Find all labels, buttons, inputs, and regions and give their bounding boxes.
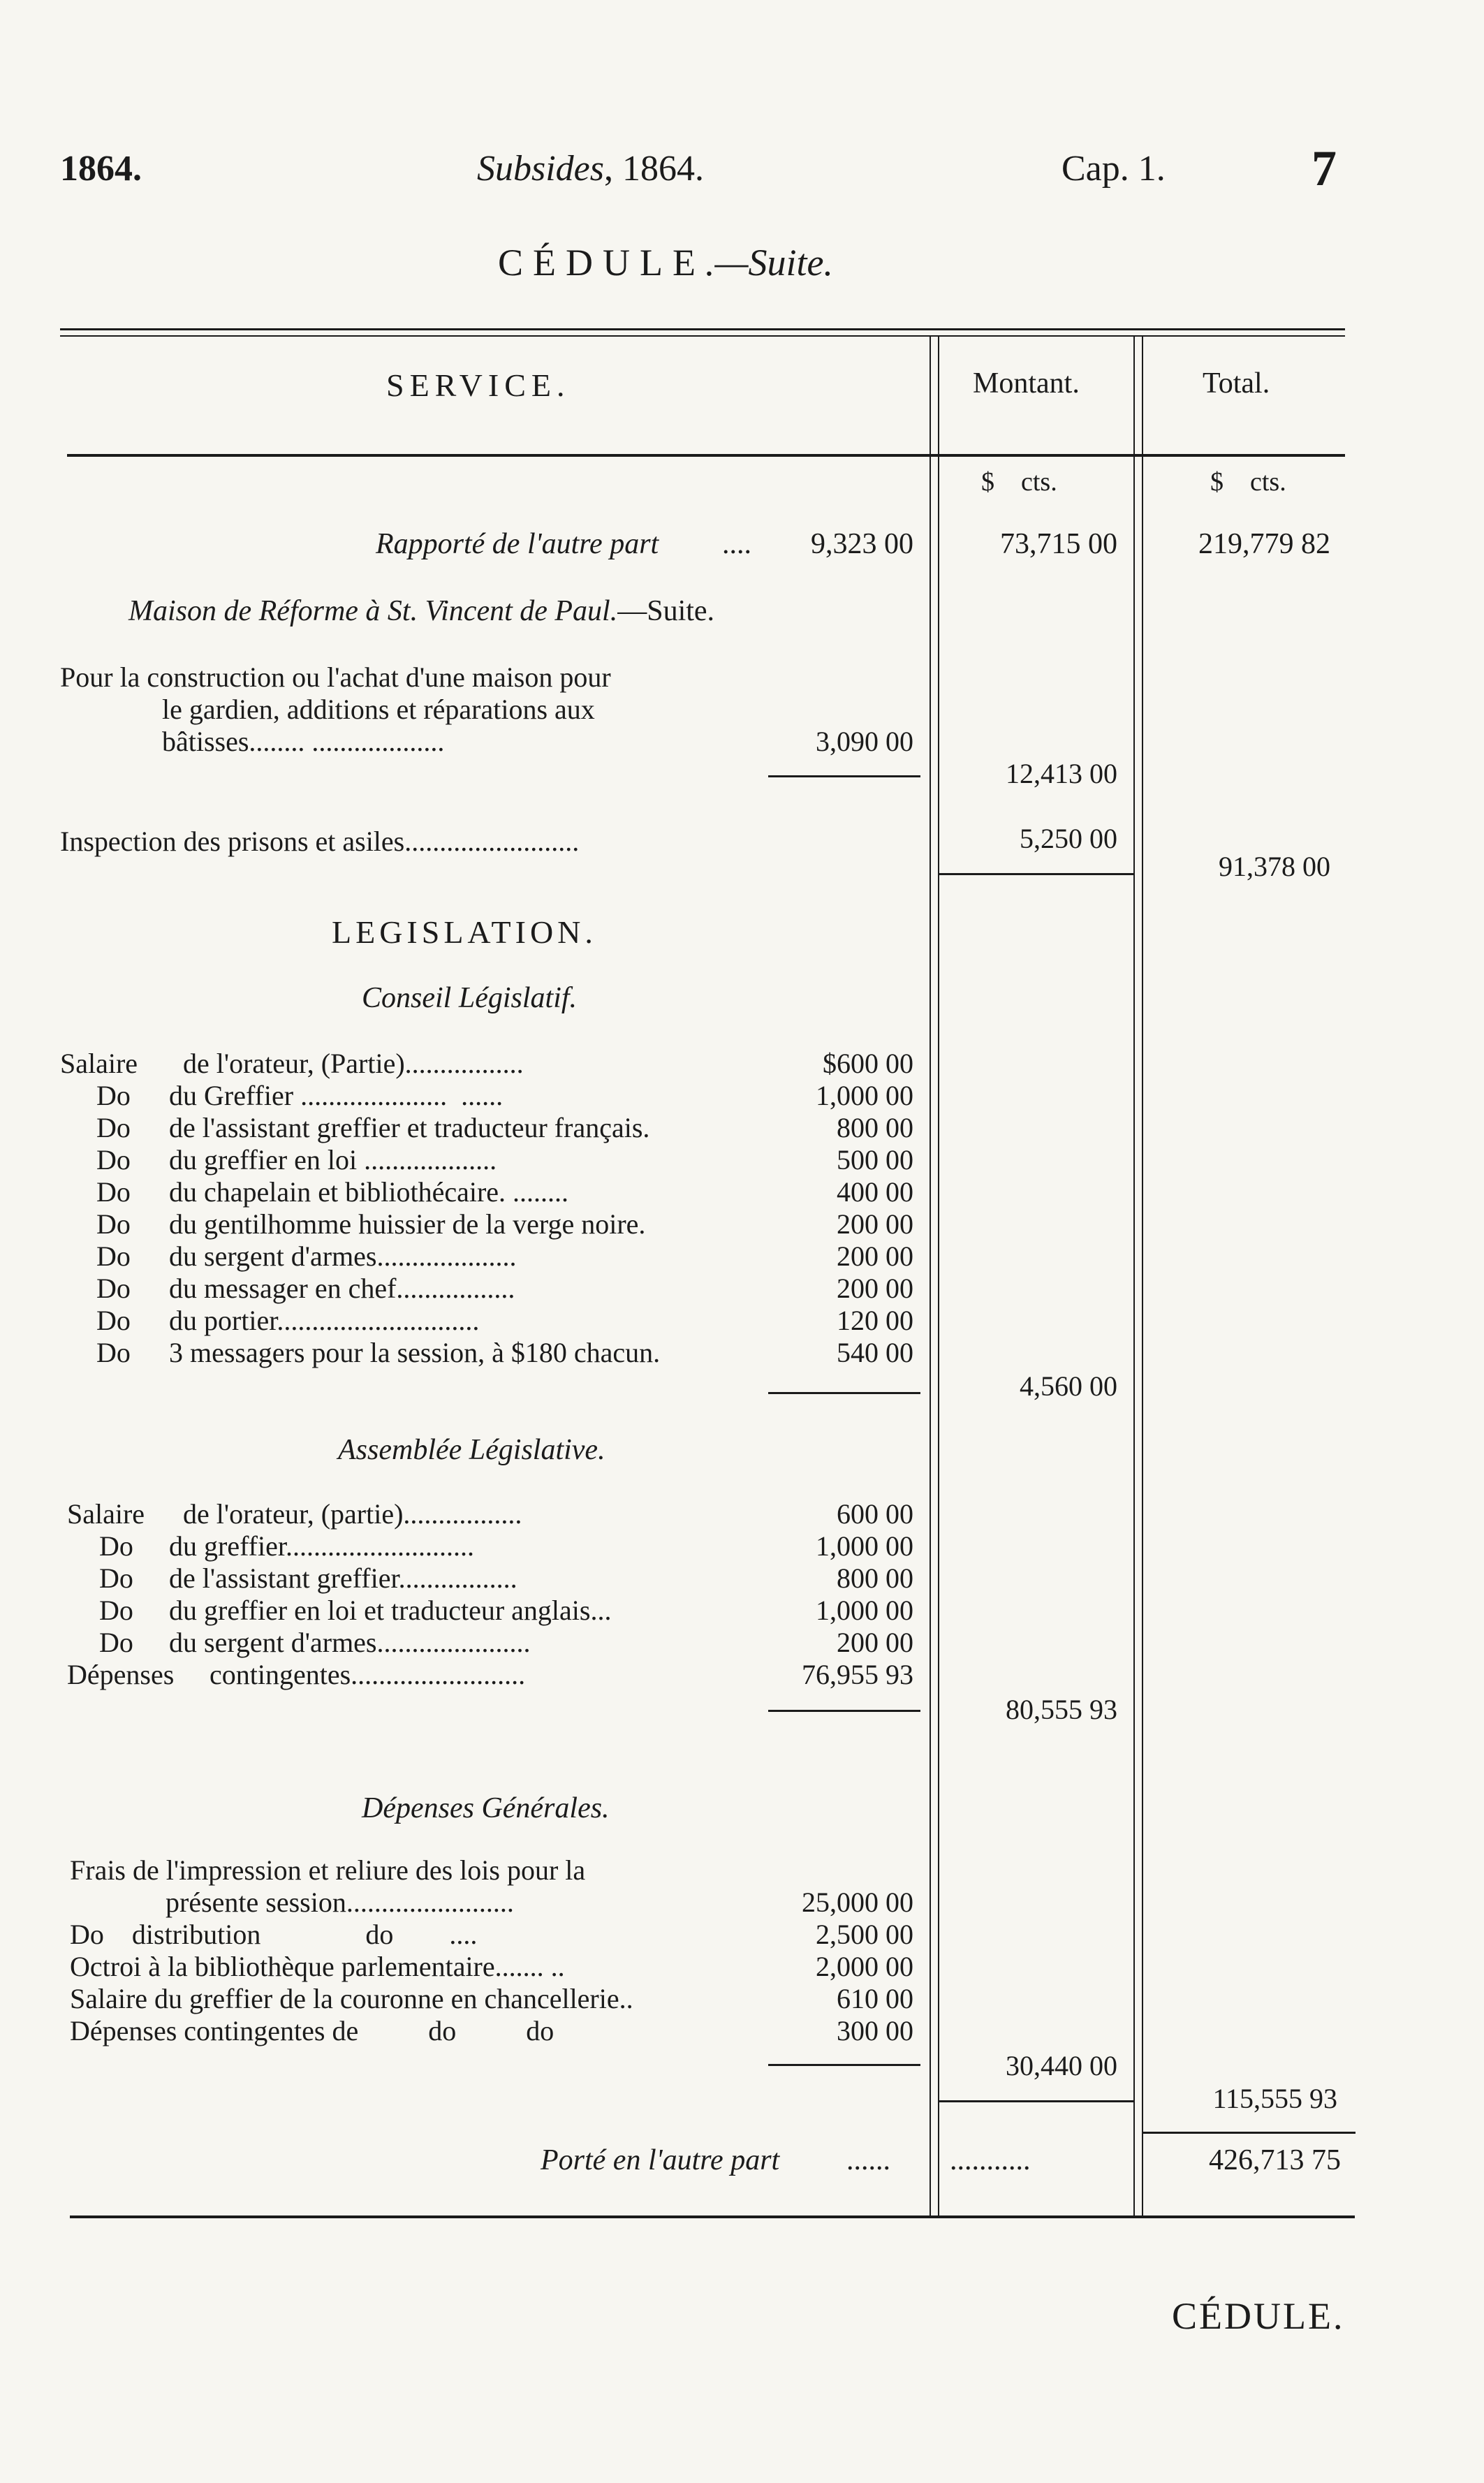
units-montant: $ cts. <box>981 467 1057 497</box>
assemblee-subtotal-rule <box>768 1710 920 1712</box>
row-prefix: Do <box>96 1176 131 1208</box>
maison-heading-suffix: —Suite. <box>617 595 715 627</box>
row-text: du gentilhomme huissier de la verge noire. <box>169 1208 646 1240</box>
column-header-montant: Montant. <box>973 367 1080 400</box>
maison-line-3: bâtisses........ ................... <box>162 726 445 757</box>
carried-forward-montant-leader: ........... <box>950 2144 1031 2176</box>
row-amount: $600 00 <box>823 1048 913 1079</box>
page-title <box>498 241 833 284</box>
row-text: du greffier en loi ................... <box>169 1144 497 1175</box>
inspection-label: Inspection des prisons et asiles......................... <box>60 826 580 857</box>
brought-forward-leader: .... <box>722 528 751 560</box>
assemblee-montant: 80,555 93 <box>1006 1694 1117 1725</box>
row-text: du sergent d'armes.................... <box>169 1240 517 1272</box>
top-rule <box>60 328 1345 330</box>
row-amount: 500 00 <box>837 1144 913 1175</box>
row-prefix: Do <box>96 1144 131 1175</box>
conseil-subtotal-rule <box>768 1392 920 1394</box>
row-text: du portier............................. <box>169 1305 480 1336</box>
bottom-rule <box>70 2215 1355 2218</box>
header-subject-name: Subsides <box>477 149 604 189</box>
row-text: Do distribution do .... <box>70 1919 478 1950</box>
row-amount: 400 00 <box>837 1176 913 1208</box>
generales-montant-rule <box>939 2100 1133 2102</box>
brought-forward-total: 219,779 82 <box>1198 528 1330 560</box>
carried-forward-leader: ...... <box>846 2144 890 2176</box>
row-prefix: Salaire <box>67 1498 145 1530</box>
conseil-heading: Conseil Législatif. <box>362 982 578 1014</box>
row-amount: 2,000 00 <box>816 1951 913 1982</box>
generales-montant: 30,440 00 <box>1006 2050 1117 2081</box>
legislation-heading: LEGISLATION. <box>332 914 597 950</box>
row-text: de l'orateur, (Partie)................. <box>183 1048 524 1079</box>
row-prefix: Do <box>99 1562 133 1594</box>
row-text: du chapelain et bibliothécaire. ........ <box>169 1176 569 1208</box>
row-text: du messager en chef................. <box>169 1273 515 1304</box>
generales-line-2-amount: 25,000 00 <box>802 1887 913 1918</box>
maison-heading-text: Maison de Réforme à St. Vincent de Paul. <box>128 595 618 627</box>
row-amount: 800 00 <box>837 1112 913 1143</box>
conseil-montant: 4,560 00 <box>1020 1370 1117 1402</box>
row-amount: 76,955 93 <box>802 1659 913 1690</box>
col-rule-2a <box>1133 337 1135 2215</box>
row-amount: 120 00 <box>837 1305 913 1336</box>
row-text: du Greffier ..................... ...... <box>169 1080 504 1111</box>
row-text: contingentes......................... <box>210 1659 526 1690</box>
generales-line-2: présente session........................ <box>166 1887 514 1918</box>
row-text: de l'assistant greffier et traducteur français. <box>169 1112 650 1143</box>
header-rule <box>67 454 1345 457</box>
brought-forward-label: Rapporté de l'autre part <box>376 528 659 560</box>
header-subject <box>477 148 704 189</box>
row-text: Salaire du greffier de la couronne en chancellerie.. <box>70 1983 633 2014</box>
units-total: $ cts. <box>1210 467 1286 497</box>
row-prefix: Do <box>96 1305 131 1336</box>
col-rule-1a <box>930 337 931 2215</box>
row-prefix: Do <box>99 1627 133 1658</box>
row-text: du greffier........................... <box>169 1530 474 1562</box>
title-main: CÉDULE <box>498 242 705 284</box>
row-prefix: Dépenses <box>67 1659 175 1690</box>
row-amount: 200 00 <box>837 1240 913 1272</box>
row-prefix: Do <box>96 1240 131 1272</box>
maison-montant: 12,413 00 <box>1006 758 1117 789</box>
row-amount: 1,000 00 <box>816 1530 913 1562</box>
row-prefix: Do <box>99 1595 133 1626</box>
row-text: du sergent d'armes...................... <box>169 1627 531 1658</box>
row-prefix: Do <box>96 1337 131 1368</box>
row-amount: 2,500 00 <box>816 1919 913 1950</box>
brought-forward-amount: 9,323 00 <box>811 528 913 560</box>
row-prefix: Do <box>96 1208 131 1240</box>
row-amount: 600 00 <box>837 1498 913 1530</box>
col-rule-1b <box>938 337 939 2215</box>
row-text: de l'orateur, (partie)................. <box>183 1498 522 1530</box>
maison-line-1: Pour la construction ou l'achat d'une maison pour <box>60 661 611 693</box>
row-amount: 200 00 <box>837 1627 913 1658</box>
row-amount: 1,000 00 <box>816 1595 913 1626</box>
row-prefix: Do <box>96 1080 131 1111</box>
title-suffix: .—Suite. <box>705 242 833 284</box>
assemblee-heading: Assemblée Législative. <box>338 1434 605 1466</box>
inspection-total: 91,378 00 <box>1219 851 1330 882</box>
row-amount: 610 00 <box>837 1983 913 2014</box>
inspection-montant: 5,250 00 <box>1020 823 1117 854</box>
row-amount: 1,000 00 <box>816 1080 913 1111</box>
row-amount: 200 00 <box>837 1208 913 1240</box>
page-number: 7 <box>1312 140 1337 196</box>
carried-forward-label: Porté en l'autre part <box>541 2144 780 2176</box>
maison-subtotal-rule <box>768 775 920 777</box>
generales-subtotal-rule <box>768 2064 920 2066</box>
row-text: Dépenses contingentes de do do <box>70 2015 554 2046</box>
row-prefix: Do <box>96 1112 131 1143</box>
column-header-total: Total. <box>1203 367 1270 400</box>
row-text: du greffier en loi et traducteur anglais... <box>169 1595 612 1626</box>
maison-heading <box>128 595 714 627</box>
row-prefix: Salaire <box>60 1048 138 1079</box>
row-amount: 300 00 <box>837 2015 913 2046</box>
brought-forward-montant: 73,715 00 <box>1000 528 1117 560</box>
carried-forward-total: 426,713 75 <box>1209 2144 1341 2176</box>
maison-amount: 3,090 00 <box>816 726 913 757</box>
row-amount: 540 00 <box>837 1337 913 1368</box>
row-text: 3 messagers pour la session, à $180 chacun. <box>169 1337 661 1368</box>
maison-line-2: le gardien, additions et réparations aux <box>162 694 595 725</box>
top-rule-2 <box>60 335 1345 337</box>
row-prefix: Do <box>96 1273 131 1304</box>
generales-line-1: Frais de l'impression et reliure des lois pour la <box>70 1854 586 1886</box>
col-rule-2b <box>1142 337 1143 2215</box>
row-amount: 800 00 <box>837 1562 913 1594</box>
generales-heading: Dépenses Générales. <box>362 1792 610 1824</box>
footer-catchword: CÉDULE. <box>1172 2295 1345 2337</box>
header-subject-year: , 1864. <box>604 149 704 189</box>
header-chapter: Cap. 1. <box>1061 149 1166 189</box>
row-text: de l'assistant greffier................. <box>169 1562 517 1594</box>
row-amount: 200 00 <box>837 1273 913 1304</box>
generales-total: 115,555 93 <box>1212 2083 1337 2114</box>
row-text: Octroi à la bibliothèque parlementaire....... .. <box>70 1951 565 1982</box>
header-year: 1864. <box>60 149 142 189</box>
row-prefix: Do <box>99 1530 133 1562</box>
total-rule <box>1143 2132 1356 2134</box>
column-header-service: SERVICE. <box>386 367 571 403</box>
inspection-montant-rule <box>939 873 1133 875</box>
